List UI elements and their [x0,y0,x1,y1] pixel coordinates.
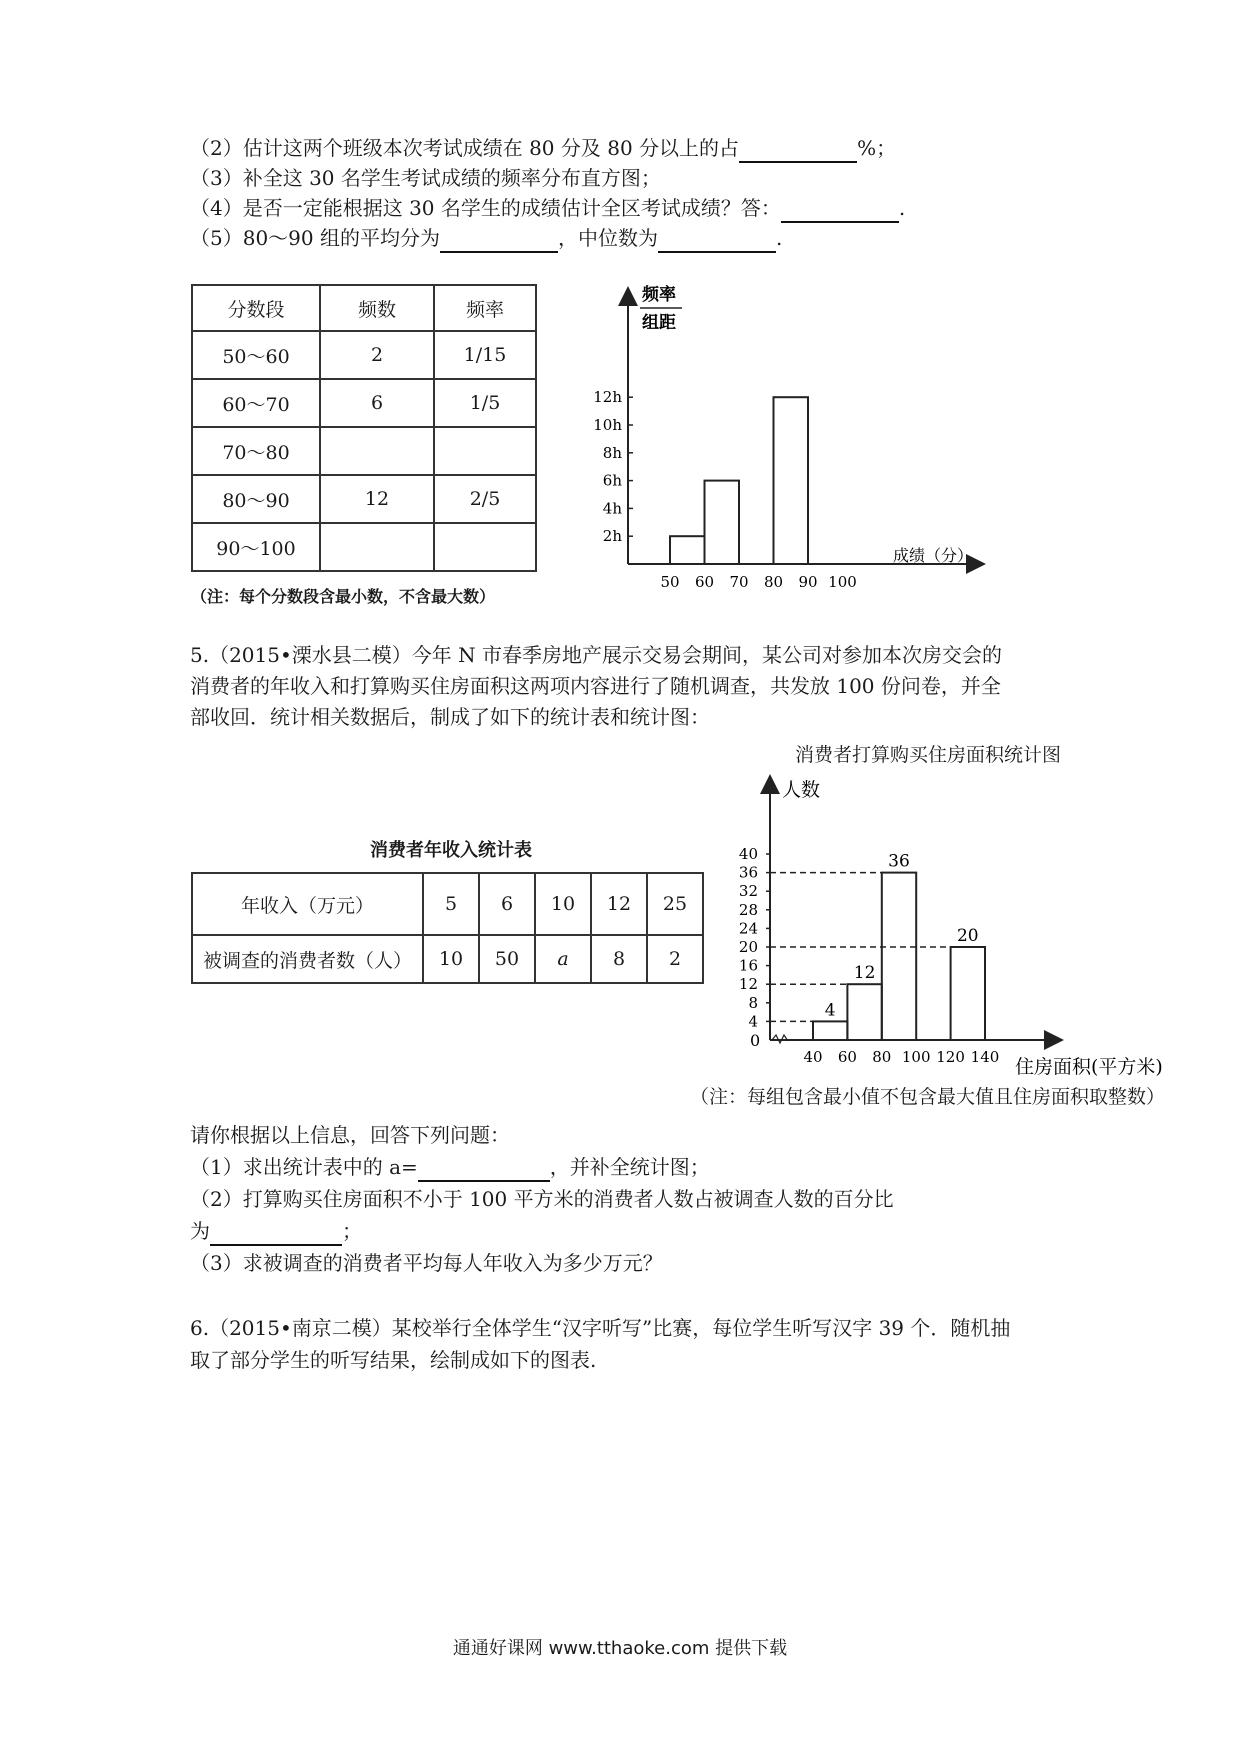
table-cell: 1/5 [434,379,536,427]
table-cell: 5 [423,873,479,935]
question-3 [190,163,661,193]
answer-blank[interactable] [658,229,776,253]
x-tick-label: 70 [729,573,749,591]
income-table [191,872,704,984]
table-header-row [192,285,536,331]
table-cell: 10 [535,873,591,935]
question-5-mid: ，中位数为 [557,226,658,250]
question-1-suffix: ，并补全统计图； [549,1155,710,1179]
answer-blank[interactable] [210,1222,342,1246]
question-4-suffix: . [898,196,906,220]
problem-5-line-1: 5.（2015•溧水县二模）今年 N 市春季房地产展示交易会期间，某公司对参加本次房交会的 [190,643,1002,667]
table-cell: 12 [320,475,434,523]
histogram-bar [813,1021,847,1040]
table-cell[interactable] [434,427,536,475]
y-tick-label: 6h [602,471,622,490]
question-2-text: （2）估计这两个班级本次考试成绩在 80 分及 80 分以上的占 [190,136,740,160]
question-5 [190,223,782,253]
histogram-bar [882,873,916,1040]
y-tick-label: 2h [602,527,622,546]
y-axis-label-top: 频率 [642,285,676,305]
y-tick-label: 36 [738,863,758,882]
table-cell[interactable] [320,523,434,571]
y-tick-label: 40 [738,845,758,863]
table-cell: 6 [320,379,434,427]
question-5-text: （5）80～90 组的平均分为 [190,226,440,250]
page-footer: 通通好课网 www.tthaoke.com 提供下载 [452,1638,788,1659]
income-table-caption: 消费者年收入统计表 [370,840,532,861]
histogram-bar [951,947,985,1040]
problem-5-line-3: 部收回．统计相关数据后，制成了如下的统计表和统计图： [190,705,710,729]
x-axis-label: 成绩（分） [893,546,974,565]
table-cell[interactable] [320,427,434,475]
table-row [192,427,536,475]
x-tick-label: 120 [936,1048,965,1066]
histogram-bar [705,481,740,564]
question-2-line-2 [190,1216,362,1246]
problem-5-line-2: 消费者的年收入和打算购买住房面积这两项内容进行了随机调查，共发放 100 份问卷，并全 [190,674,1001,698]
x-tick-label: 80 [872,1048,892,1066]
table-header-cell: 频数 [320,285,434,331]
question-3: （3）求被调查的消费者平均每人年收入为多少万元？ [190,1251,663,1275]
table-header-cell: 分数段 [192,285,320,331]
histogram-bar [670,536,705,564]
x-tick-label: 100 [828,573,857,591]
y-tick-label: 24 [738,919,758,938]
y-tick-label: 32 [738,882,758,901]
table-row [192,873,703,935]
table-cell: 6 [479,873,535,935]
answer-blank[interactable] [781,199,899,223]
x-tick-label: 60 [837,1048,857,1066]
question-5-suffix: . [775,226,783,250]
y-tick-label: 28 [738,900,758,919]
table-cell: 50 [479,935,535,983]
y-tick-label: 12h [593,388,622,407]
x-tick-label: 140 [970,1048,1000,1066]
y-tick-label: 20 [738,938,758,956]
table-cell: a [535,935,591,983]
y-axis-label-bottom: 组距 [642,313,676,333]
questions-intro: 请你根据以上信息，回答下列问题： [190,1123,510,1147]
question-2-prefix: 为 [190,1219,210,1243]
table-cell: 被调查的消费者数（人） [192,935,423,983]
question-1 [190,1152,710,1182]
bar-value-label: 20 [956,926,979,946]
answer-blank[interactable] [739,139,857,163]
question-2-line-1: （2）打算购买住房面积不小于 100 平方米的消费者人数占被调查人数的百分比 [190,1187,894,1211]
table-row [192,331,536,379]
question-1-text: （1）求出统计表中的 a= [190,1155,418,1179]
table-cell: 8 [591,935,647,983]
table-cell: 12 [591,873,647,935]
x-tick-label: 60 [694,573,715,591]
problem-6-line-1: 6.（2015•南京二模）某校举行全体学生“汉字听写”比赛，每位学生听写汉字 39 个．随机抽 [190,1316,1011,1340]
answer-blank[interactable] [418,1158,550,1182]
y-tick-label: 8h [602,443,622,462]
score-frequency-table [191,284,537,572]
table-cell: 80～90 [192,475,320,523]
question-2 [190,133,896,163]
y-tick-label: 4h [602,499,622,518]
table-note: （注：每个分数段含最小数，不含最大数） [191,587,496,606]
x-tick-label: 90 [798,573,818,591]
table-row [192,379,536,427]
y-tick-label: 16 [738,956,758,975]
table-row [192,475,536,523]
histogram-bar [774,397,809,564]
answer-blank[interactable] [440,229,558,253]
housing-area-histogram [730,770,1230,1110]
x-axis-label: 住房面积(平方米) [1015,1056,1163,1078]
question-4 [190,193,905,223]
table-cell: 1/15 [434,331,536,379]
table-cell: 年收入（万元） [192,873,423,935]
question-4-text: （4）是否一定能根据这 30 名学生的成绩估计全区考试成绩？答： [190,196,781,220]
table-cell: 50～60 [192,331,320,379]
bar-value-label: 12 [853,963,876,984]
question-2-suffix: ； [342,1219,362,1243]
table-header-cell: 频率 [434,285,536,331]
x-tick-label: 100 [901,1048,931,1066]
x-tick-label: 50 [660,573,680,591]
question-3-text: （3）补全这 30 名学生考试成绩的频率分布直方图； [190,166,661,190]
bar-value-label: 4 [824,1000,836,1021]
y-axis-label: 人数 [782,779,821,801]
y-tick-label: 4 [748,1012,758,1031]
table-cell: 2/5 [434,475,536,523]
table-cell: 90～100 [192,523,320,571]
chart-note: （注：每组包含最小值不包含最大值且住房面积取整数） [690,1086,1166,1108]
table-cell[interactable] [434,523,536,571]
y-tick-label: 12 [738,975,758,994]
bar-value-label: 36 [888,851,910,872]
y-tick-label: 10h [593,416,622,434]
x-tick-label: 40 [803,1048,823,1066]
table-row [192,523,536,571]
y-tick-label: 8 [748,993,758,1012]
table-cell: 25 [647,873,703,935]
origin-label: 0 [750,1031,761,1050]
chart-title: 消费者打算购买住房面积统计图 [795,744,1062,766]
table-cell: 10 [423,935,479,983]
table-cell: 60～70 [192,379,320,427]
histogram-bar [847,984,881,1040]
table-cell: 2 [647,935,703,983]
table-cell: 2 [320,331,434,379]
table-cell: 70～80 [192,427,320,475]
question-2-suffix: %； [857,136,897,160]
table-row [192,935,703,983]
frequency-histogram [560,280,990,591]
x-tick-label: 80 [763,573,784,591]
problem-6-line-2: 取了部分学生的听写结果，绘制成如下的图表. [190,1348,597,1372]
